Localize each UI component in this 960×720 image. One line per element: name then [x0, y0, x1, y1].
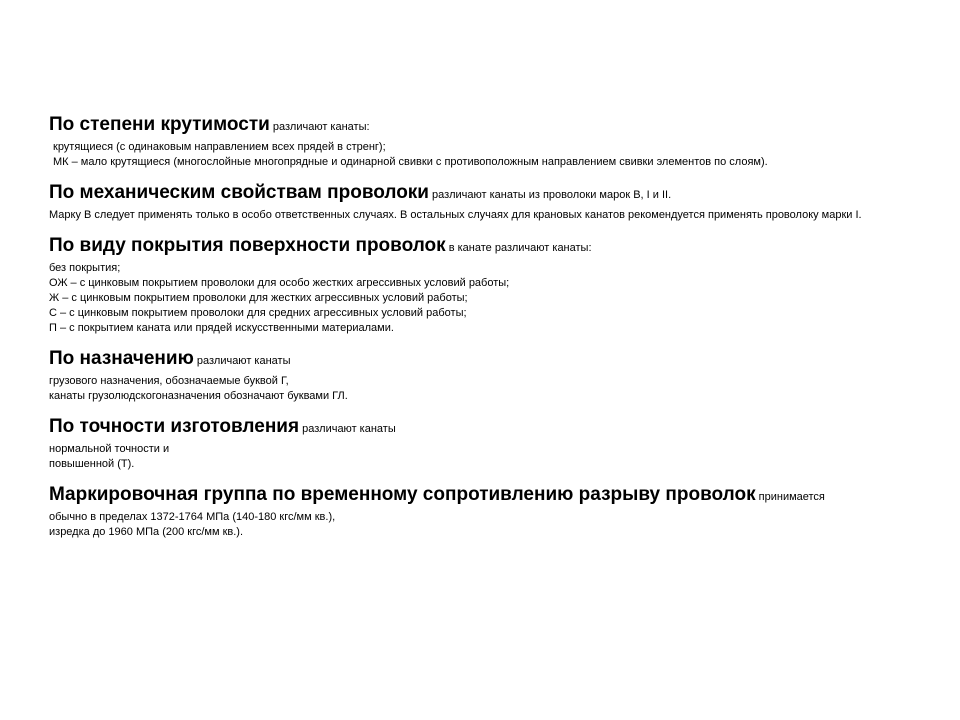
section-heading-line: [49, 112, 929, 140]
list-item: ОЖ – с цинковым покрытием проволоки для особо жестких агрессивных условий работы;: [49, 277, 510, 289]
section-lead-text: различают канаты: [299, 423, 396, 435]
list-item: канаты грузолюдскогоназначения обозначают буквами ГЛ.: [49, 390, 348, 402]
section-lead-text: различают канаты: [193, 355, 291, 367]
section-lead-text: в канате различают канаты:: [445, 242, 592, 254]
section-twist-resistance: [49, 112, 929, 170]
list-item: грузового назначения, обозначаемые буквой Г,: [49, 375, 289, 387]
slide-content: [49, 112, 929, 540]
section-heading: По степени крутимости: [49, 114, 270, 135]
section-wire-mechanical-properties: [49, 180, 929, 223]
section-heading-line: [49, 414, 929, 442]
list-item: крутящиеся (с одинаковым направлением всех прядей в стренг);: [53, 141, 386, 153]
section-purpose: [49, 346, 929, 404]
list-item: П – с покрытием каната или прядей искусственными материалами.: [49, 322, 394, 334]
section-heading: По виду покрытия поверхности проволок: [49, 235, 446, 256]
section-heading-line: [49, 482, 929, 510]
section-heading-line: [49, 346, 929, 374]
section-heading-line: [49, 180, 929, 208]
section-heading: По точности изготовления: [49, 416, 300, 437]
list-item: без покрытия;: [49, 262, 121, 274]
section-lead-text: принимается: [755, 491, 825, 503]
list-item: обычно в пределах 1372-1764 МПа (140-180 кгс/мм кв.),: [49, 511, 336, 523]
list-item: МК – мало крутящиеся (многослойные многопрядные и одинарной свивки с противоположным направлением свивки элементов по слоям).: [53, 156, 768, 168]
section-heading: По назначению: [49, 348, 194, 369]
section-heading: Маркировочная группа по временному сопротивлению разрыву проволок: [49, 484, 756, 505]
section-tensile-strength-group: [49, 482, 929, 540]
section-lead-text: различают канаты:: [269, 121, 370, 133]
section-wire-coating: [49, 233, 929, 336]
list-item: повышенной (Т).: [49, 458, 135, 470]
list-item: С – с цинковым покрытием проволоки для средних агрессивных условий работы;: [49, 307, 467, 319]
paragraph-text: Марку В следует применять только в особо ответственных случаях. В остальных случаях для крановых канатов рекомендуется применять проволоку марки I.: [49, 209, 862, 221]
section-lead-text: различают канаты из проволоки марок В, I и II.: [429, 189, 672, 201]
list-item: нормальной точности и: [49, 443, 170, 455]
list-item: изредка до 1960 МПа (200 кгс/мм кв.).: [49, 526, 244, 538]
list-item: Ж – с цинковым покрытием проволоки для жестких агрессивных условий работы;: [49, 292, 468, 304]
section-manufacturing-accuracy: [49, 414, 929, 472]
section-heading: По механическим свойствам проволоки: [49, 182, 429, 203]
section-heading-line: [49, 233, 929, 261]
